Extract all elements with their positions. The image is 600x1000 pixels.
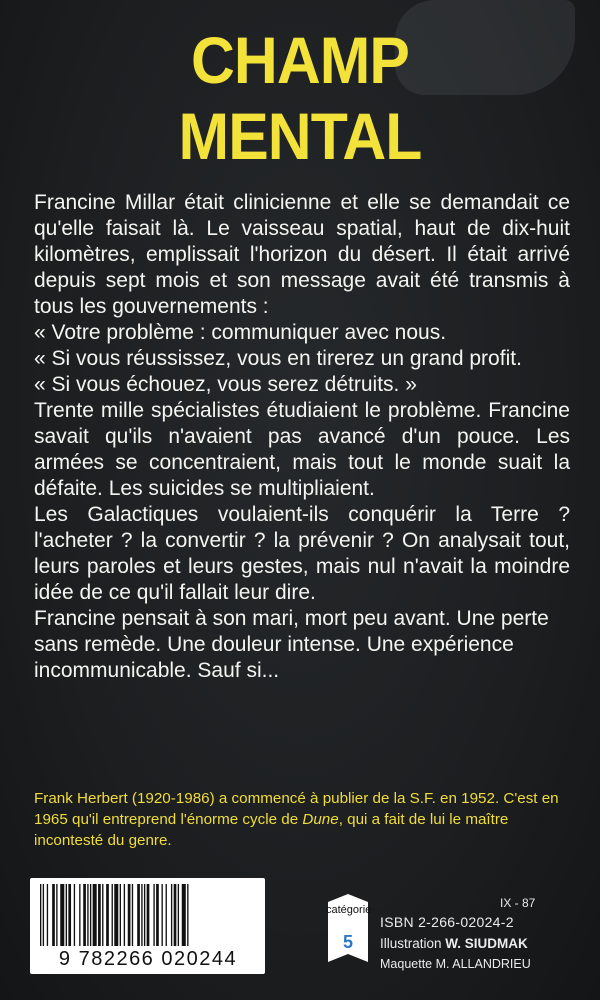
- illustration-label: Illustration: [380, 936, 442, 951]
- barcode-bar: [156, 884, 159, 946]
- barcode-bar: [87, 884, 88, 946]
- category-number: 5: [342, 932, 353, 952]
- barcode-bar: [68, 884, 71, 946]
- barcode-bar: [187, 884, 188, 946]
- barcode-bar: [47, 884, 48, 946]
- barcode-bar: [98, 884, 101, 946]
- barcode-bar: [40, 884, 41, 946]
- barcode-bar: [112, 884, 113, 946]
- barcode-bar: [93, 884, 97, 946]
- book-title-line-2: MENTAL: [178, 99, 422, 173]
- barcode: [30, 878, 265, 974]
- blurb-text: [34, 190, 570, 684]
- barcode-bar: [182, 884, 186, 946]
- barcode-bar: [162, 884, 163, 946]
- barcode-bars: [36, 884, 259, 948]
- catalog-code: IX - 87: [500, 896, 536, 910]
- barcode-bar: [60, 884, 64, 946]
- illustrator-name: W. SIUDMAK: [445, 936, 528, 951]
- illustration-credit: [380, 936, 528, 951]
- barcode-bar: [43, 884, 44, 946]
- blurb-quote: « Si vous réussissez, vous en tirerez un grand profit.: [34, 347, 522, 370]
- barcode-number: 9 782266 020244: [58, 948, 238, 970]
- author-bio-book-title: Dune: [302, 811, 339, 828]
- barcode-bar: [141, 884, 142, 946]
- category-badge: [326, 892, 370, 966]
- blurb-paragraph: Trente mille spécialistes étudiaient le problème. Francine savait qu'ils n'avaient pas avancé d'un pouce. Les armées se concentraient, mais tout le monde suait la défaite. Les suicides se multipliaient.: [34, 399, 570, 500]
- barcode-bar: [137, 884, 140, 946]
- author-bio: [34, 788, 570, 851]
- barcode-bar: [128, 884, 131, 946]
- barcode-bar: [52, 884, 55, 946]
- barcode-bar: [132, 884, 133, 946]
- barcode-bar: [147, 884, 150, 946]
- book-title-line-1: CHAMP: [190, 23, 410, 97]
- barcode-bar: [83, 884, 86, 946]
- barcode-bar: [166, 884, 167, 946]
- barcode-bar: [120, 884, 121, 946]
- barcode-bar: [144, 884, 145, 946]
- barcode-bar: [106, 884, 109, 946]
- barcode-bar: [174, 884, 177, 946]
- barcode-bar: [102, 884, 103, 946]
- category-label: catégorie: [326, 904, 372, 916]
- barcode-bar: [153, 884, 154, 946]
- barcode-bar: [114, 884, 118, 946]
- barcode-bar: [90, 884, 91, 946]
- barcode-bar: [79, 884, 80, 946]
- blurb-paragraph: Francine pensait à son mari, mort peu avant. Une perte sans remède. Une douleur intense. Une expérience incommunicable. Sauf si...: [34, 607, 549, 682]
- blurb-paragraph: Francine Millar était clinicienne et elle se demandait ce qu'elle faisait là. Le vaisseau spatial, haut de dix-huit kilomètres, emplissait l'horizon du désert. Il était arrivé depuis sept mois et son message avait été transmis à tous les gouvernements :: [34, 191, 570, 318]
- barcode-bar: [171, 884, 172, 946]
- isbn: ISBN 2-266-02024-2: [380, 914, 514, 930]
- barcode-bar: [74, 884, 75, 946]
- design-credit: Maquette M. ALLANDRIEU: [380, 957, 531, 971]
- barcode-bar: [178, 884, 179, 946]
- barcode-bar: [124, 884, 125, 946]
- author-bio-text-end: , qui a fait de lui le maître incontesté du genre.: [34, 811, 509, 849]
- blurb-paragraph: Les Galactiques voulaient-ils conquérir la Terre ? l'acheter ? la convertir ? la prévenir ? On analysait tout, leurs paroles et leurs gestes, mais nul n'avait la moindre idée de ce qu'il fallait leur dire.: [34, 503, 570, 604]
- author-bio-text: Frank Herbert (1920-1986) a commencé à publier de la S.F. en 1952. C'est en 1965 qu'il entreprend l'énorme cycle de: [34, 790, 559, 828]
- blurb-quote: « Votre problème : communiquer avec nous.: [34, 321, 447, 344]
- barcode-bar: [66, 884, 67, 946]
- blurb-quote: « Si vous échouez, vous serez détruits. »: [34, 373, 417, 396]
- barcode-bar: [56, 884, 57, 946]
